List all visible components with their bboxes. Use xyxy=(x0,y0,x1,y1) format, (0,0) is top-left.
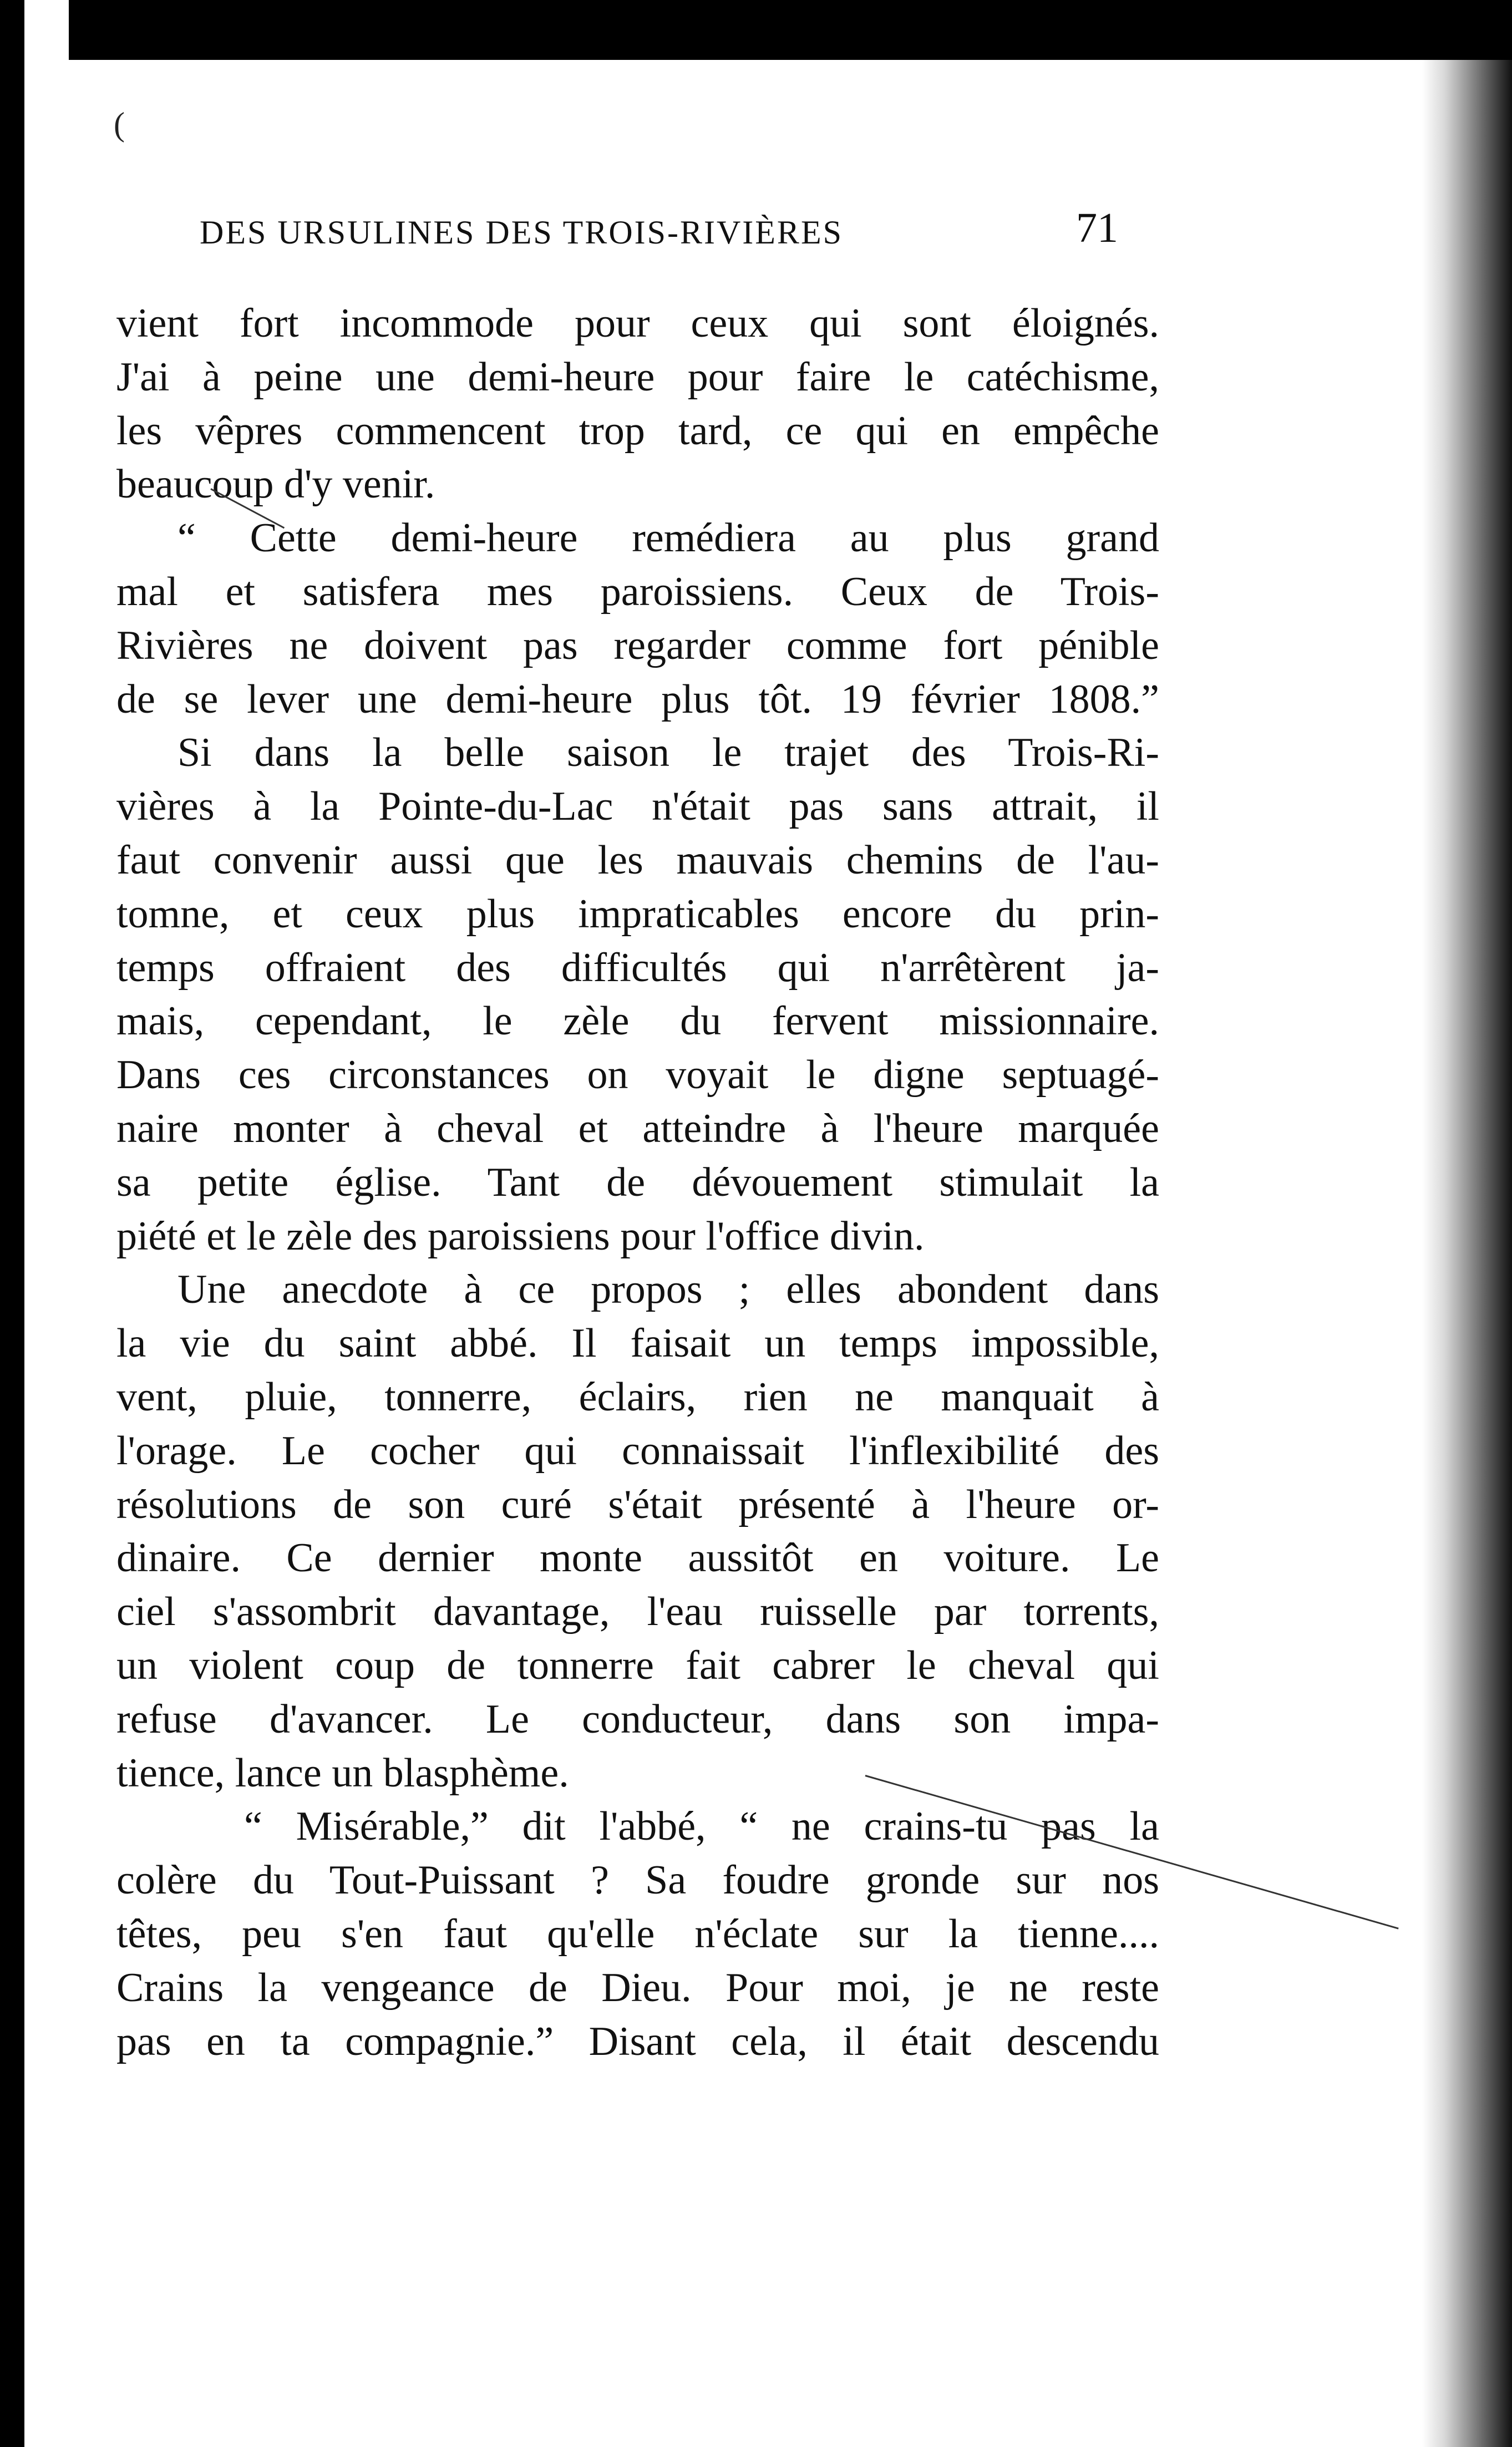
text-line: temps offraient des difficultés qui n'arrêtèrent ja- xyxy=(116,945,1159,991)
text-line: têtes, peu s'en faut qu'elle n'éclate sur la tienne.... xyxy=(116,1911,1159,1957)
text-line: “ Misérable,” dit l'abbé, “ ne crains-tu pas la xyxy=(244,1804,1159,1850)
text-line: Si dans la belle saison le trajet des Trois-Ri- xyxy=(177,730,1159,776)
text-line: résolutions de son curé s'était présenté à l'heure or- xyxy=(116,1481,1159,1527)
text-line: piété et le zèle des paroissiens pour l'office divin. xyxy=(116,1213,925,1259)
text-line: beaucoup d'y venir. xyxy=(116,461,435,507)
text-line: ciel s'assombrit davantage, l'eau ruisselle par torrents, xyxy=(116,1589,1159,1635)
text-line: un violent coup de tonnerre fait cabrer le cheval qui xyxy=(116,1642,1159,1688)
text-line: tience, lance un blasphème. xyxy=(116,1750,569,1796)
text-line: pas en ta compagnie.” Disant cela, il était descendu xyxy=(116,2018,1159,2064)
running-head: DES URSULINES DES TROIS-RIVIÈRES xyxy=(200,214,843,251)
text-line: naire monter à cheval et atteindre à l'heure marquée xyxy=(116,1105,1159,1151)
text-line: dinaire. Ce dernier monte aussitôt en voiture. Le xyxy=(116,1535,1159,1581)
text-line: Dans ces circonstances on voyait le digne septuagé- xyxy=(116,1052,1159,1098)
scan-left-border xyxy=(0,0,24,2447)
text-line: la vie du saint abbé. Il faisait un temps impossible, xyxy=(116,1321,1159,1367)
margin-tick: ( xyxy=(114,106,125,143)
text-line: Crains la vengeance de Dieu. Pour moi, je ne reste xyxy=(116,1964,1159,2011)
text-line: Rivières ne doivent pas regarder comme fort pénible xyxy=(116,622,1159,668)
text-line: vient fort incommode pour ceux qui sont éloignés. xyxy=(116,301,1159,346)
text-line: vières à la Pointe-du-Lac n'était pas sans attrait, il xyxy=(116,784,1159,830)
text-line: faut convenir aussi que les mauvais chemins de l'au- xyxy=(116,837,1159,883)
text-line: tomne, et ceux plus impraticables encore du prin- xyxy=(116,891,1159,937)
page-number: 71 xyxy=(1076,205,1118,251)
text-line: “ Cette demi-heure remédiera au plus grand xyxy=(177,515,1159,561)
text-line: Une anecdote à ce propos ; elles abondent dans xyxy=(177,1267,1159,1313)
page-gutter-shadow xyxy=(1422,60,1512,2447)
page-inner-margin xyxy=(24,0,69,2447)
text-line: l'orage. Le cocher qui connaissait l'inflexibilité des xyxy=(116,1428,1159,1474)
text-line: J'ai à peine une demi-heure pour faire le catéchisme, xyxy=(116,354,1159,400)
text-line: refuse d'avancer. Le conducteur, dans son impa- xyxy=(116,1696,1159,1742)
text-line: colère du Tout-Puissant ? Sa foudre gronde sur nos xyxy=(116,1857,1159,1903)
scan-top-border xyxy=(0,0,1512,60)
text-line: mais, cependant, le zèle du fervent missionnaire. xyxy=(116,998,1159,1044)
text-line: sa petite église. Tant de dévouement stimulait la xyxy=(116,1159,1159,1205)
text-line: mal et satisfera mes paroissiens. Ceux de Trois- xyxy=(116,568,1159,615)
text-line: les vêpres commencent trop tard, ce qui en empêche xyxy=(116,408,1159,454)
text-line: de se lever une demi-heure plus tôt. 19 février 1808.” xyxy=(116,676,1159,722)
body-text xyxy=(116,297,1159,2068)
text-line: vent, pluie, tonnerre, éclairs, rien ne manquait à xyxy=(116,1374,1159,1420)
